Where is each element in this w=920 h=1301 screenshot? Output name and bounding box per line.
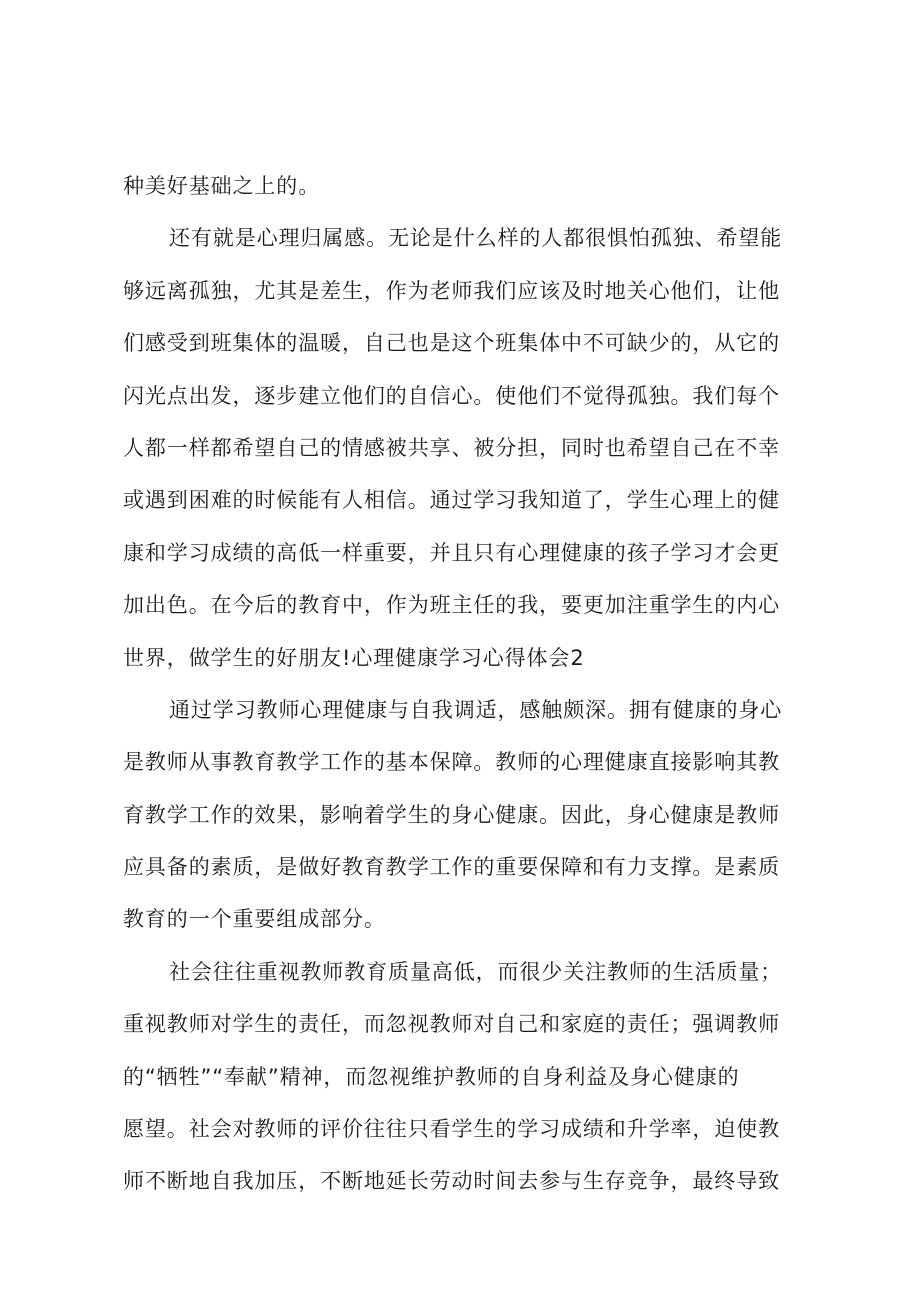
text-line: 应具备的素质，是做好教育教学工作的重要保障和有力支撑。是素质 [123, 855, 780, 880]
text-line: 种美好基础之上的。 [123, 174, 321, 198]
paragraph-start-line: 社会往往重视教师教育质量高低，而很少关注教师的生活质量； [169, 959, 783, 984]
text-line: 够远离孤独，尤其是差生，作为老师我们应该及时地关心他们，让他 [123, 278, 780, 303]
text-line: 康和学习成绩的高低一样重要，并且只有心理健康的孩子学习才会更 [123, 540, 780, 565]
text-line: 教育的一个重要组成部分。 [123, 907, 386, 932]
paragraph-start-line: 还有就是心理归属感。无论是什么样的人都很惧怕孤独、希望能 [169, 226, 783, 251]
text-line: 的“牺牲”“奉献”精神，而忽视维护教师的自身利益及身心健康的 [123, 1064, 740, 1089]
text-line: 人都一样都希望自己的情感被共享、被分担，同时也希望自己在不幸 [123, 435, 780, 460]
text-line: 们感受到班集体的温暖，自己也是这个班集体中不可缺少的，从它的 [123, 331, 780, 356]
text-line: 育教学工作的效果，影响着学生的身心健康。因此，身心健康是教师 [123, 802, 780, 827]
text-line: 师不断地自我加压，不断地延长劳动时间去参与生存竞争，最终导致 [123, 1169, 780, 1194]
text-line: 闪光点出发，逐步建立他们的自信心。使他们不觉得孤独。我们每个 [123, 383, 780, 408]
text-line: 或遇到困难的时候能有人相信。通过学习我知道了，学生心理上的健 [123, 488, 780, 513]
paragraph-start-line: 通过学习教师心理健康与自我调适，感触颇深。拥有健康的身心 [169, 697, 783, 722]
text-line: 世界，做学生的好朋友!心理健康学习心得体会2 [123, 645, 585, 670]
text-line: 是教师从事教育教学工作的基本保障。教师的心理健康直接影响其教 [123, 750, 780, 775]
document-body [123, 160, 823, 1208]
text-line: 愿望。社会对教师的评价往往只看学生的学习成绩和升学率，迫使教 [123, 1117, 780, 1142]
text-line: 加出色。在今后的教育中，作为班主任的我，要更加注重学生的内心 [123, 593, 780, 618]
text-line: 重视教师对学生的责任，而忽视教师对自己和家庭的责任；强调教师 [123, 1012, 780, 1037]
